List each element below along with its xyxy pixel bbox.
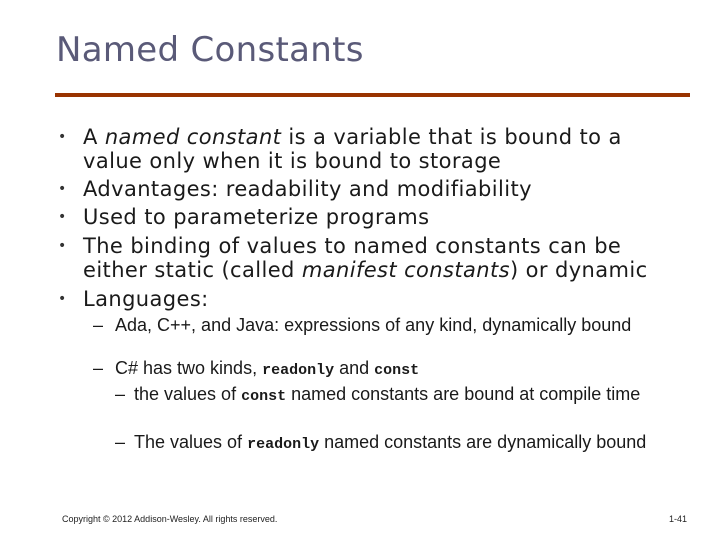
bullet-text (83, 125, 683, 173)
emphasis-term: manifest constants (301, 258, 510, 282)
emphasis-term: named constant (104, 125, 282, 149)
code-keyword: const (374, 362, 420, 379)
copyright-footer: Copyright © 2012 Addison-Wesley. All rights reserved. (62, 514, 278, 524)
dash-marker: – (115, 432, 126, 452)
page-number: 1-41 (669, 514, 688, 524)
sub-sub-bullet-text (134, 430, 664, 457)
title-divider (55, 93, 690, 97)
bullet-marker: • (58, 129, 67, 145)
text-part: named constants are dynamically bound (319, 432, 647, 452)
code-keyword: readonly (247, 436, 320, 453)
bullet-text: Advantages: readability and modifiability (83, 177, 532, 201)
sub-bullet-text-part: and (334, 358, 375, 378)
text-part: the values of (134, 384, 242, 404)
dash-marker: – (115, 384, 126, 404)
bullet-marker: • (58, 238, 67, 254)
bullet-text-part: ) or dynamic (509, 258, 648, 282)
bullet-marker: • (58, 181, 67, 197)
code-keyword: const (241, 388, 287, 405)
text-part: named constants are bound at compile time (286, 384, 641, 404)
bullet-marker: • (58, 291, 67, 307)
sub-bullet-text-part: C# has two kinds, (115, 358, 263, 378)
bullet-text: Used to parameterize programs (83, 205, 430, 229)
dash-marker: – (93, 315, 104, 335)
bullet-marker: • (58, 209, 67, 225)
sub-sub-bullet-text (134, 382, 664, 409)
bullet-text-part: is a variable that is bound to a value only when it is bound to storage (83, 125, 622, 173)
bullet-text: Languages: (83, 287, 209, 311)
sub-bullet-text (115, 358, 685, 381)
code-keyword: readonly (262, 362, 335, 379)
dash-marker: – (93, 358, 104, 378)
text-part: The values of (134, 432, 248, 452)
bullet-text (83, 234, 683, 282)
slide-title: Named Constants (56, 30, 364, 70)
bullet-text-part: A (83, 125, 105, 149)
bullet-text-part: The binding of values to named constants can be either static (called (83, 234, 622, 282)
sub-bullet-text: Ada, C++, and Java: expressions of any kind, dynamically bound (115, 315, 632, 335)
